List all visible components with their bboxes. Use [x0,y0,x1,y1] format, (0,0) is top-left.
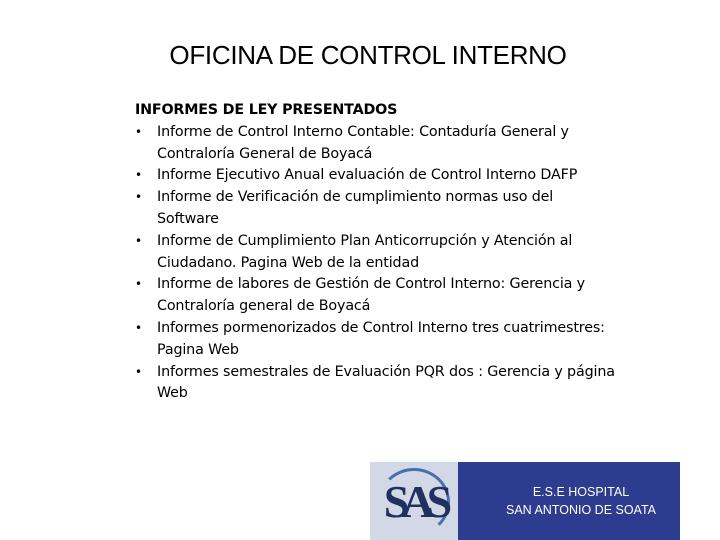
org-line-2: SAN ANTONIO DE SOATA [505,503,657,517]
section-heading: INFORMES DE LEY PRESENTADOS [135,102,398,118]
bullet-icon: • [135,277,142,292]
reports-section [135,100,655,405]
list-item [135,274,655,318]
list-item-line: Informes pormenorizados de Control Interno tres cuatrimestres: [157,319,605,336]
org-line-1: E.S.E HOSPITAL [532,485,630,499]
bullet-icon: • [135,190,142,205]
list-item [135,318,655,362]
page-title: OFICINA DE CONTROL INTERNO [169,40,567,70]
report-list [135,122,655,405]
list-item-line: Informe de Control Interno Contable: Contaduría General y [157,123,569,140]
bullet-icon: • [135,320,142,335]
hospital-banner [370,462,680,540]
bullet-icon: • [135,233,142,248]
logo-text: SAS [383,475,445,527]
list-item-line: Informe de labores de Gestión de Control Interno: Gerencia y [157,276,585,293]
list-item-line: Informe de Cumplimiento Plan Anticorrupción y Atención al [157,232,573,249]
list-item-line: Ciudadano. Pagina Web de la entidad [157,254,419,271]
list-item [135,187,655,231]
list-item-line: Web [157,385,188,402]
bullet-icon: • [135,168,142,183]
bullet-icon: • [135,124,142,139]
list-item-line: Informe Ejecutivo Anual evaluación de Control Interno DAFP [157,167,578,184]
list-item [135,231,655,275]
list-item-line: Pagina Web [157,341,239,358]
list-item-line: Contraloría General de Boyacá [157,145,373,162]
hospital-logo [370,462,458,540]
list-item [135,165,655,187]
list-item-line: Informe de Verificación de cumplimiento normas uso del [157,189,554,206]
list-item-line: Contraloría general de Boyacá [157,298,371,315]
bullet-icon: • [135,364,142,379]
list-item-line: Informes semestrales de Evaluación PQR dos : Gerencia y página [157,363,615,380]
organization-name [458,462,680,540]
list-item-line: Software [157,210,219,227]
list-item [135,122,655,166]
list-item [135,362,655,406]
